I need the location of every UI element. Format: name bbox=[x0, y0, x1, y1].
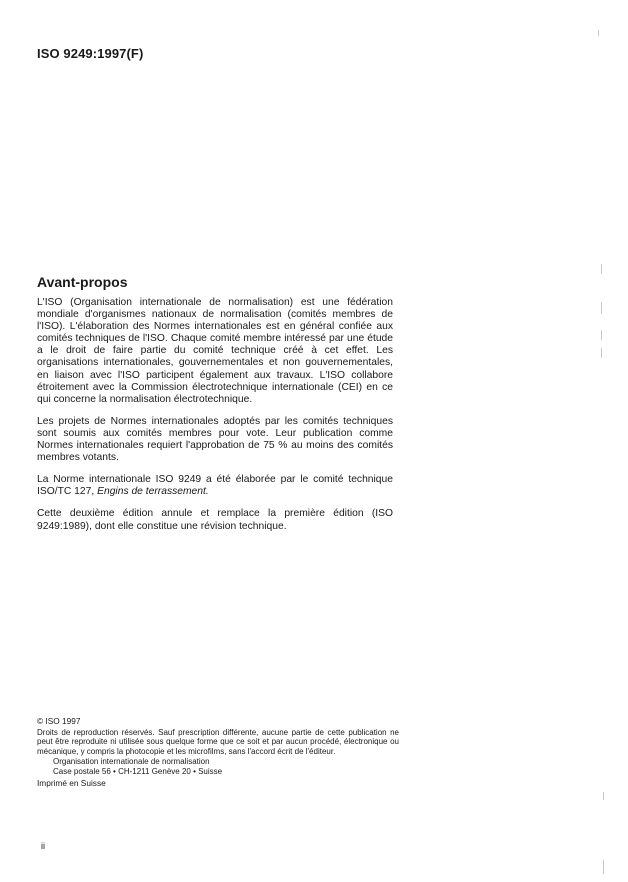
scan-mark bbox=[601, 348, 602, 358]
scan-mark bbox=[603, 792, 604, 800]
scan-mark bbox=[598, 30, 599, 36]
copyright-notice: © ISO 1997 bbox=[37, 716, 81, 726]
section-title: Avant-propos bbox=[37, 274, 128, 290]
document-code: ISO 9249:1997(F) bbox=[37, 46, 144, 61]
scan-mark bbox=[601, 264, 602, 274]
scan-mark bbox=[601, 330, 602, 340]
paragraph-edition: Cette deuxième édition annule et remplace la première édition (ISO 9249:1989), dont elle constitue une révision technique. bbox=[37, 508, 393, 532]
paragraph-voting: Les projets de Normes internationales adoptés par les comités techniques sont soumis aux comités membres pour vote. Leur publication comme Normes internationales requiert l'approbation de 75 % au moins des comités membres votants. bbox=[37, 415, 393, 464]
foreword-body bbox=[37, 297, 393, 533]
printed-in: Imprimé en Suisse bbox=[37, 777, 106, 788]
committee-text: La Norme internationale ISO 9249 a été élaborée par le comité technique ISO/TC 127, bbox=[37, 474, 393, 498]
committee-title: Engins de terrassement. bbox=[97, 486, 209, 498]
org-address-block bbox=[37, 757, 399, 776]
scan-mark bbox=[601, 302, 602, 314]
copyright-footer bbox=[37, 717, 399, 788]
paragraph-committee bbox=[37, 474, 393, 498]
paragraph-iso-description: L'ISO (Organisation internationale de normalisation) est une fédération mondiale d'organismes nationaux de normalisation (comités membres de l'ISO). L'élaboration des Normes internationales est en général confiée aux comités techniques de l'ISO. Chaque comité membre intéressé par une étude a le droit de faire partie du comité technique créé à cet effet. Les organisations internationales, gouvernementales et non gouvernementales, en liaison avec l'ISO participent également aux travaux. L'ISO collabore étroitement avec la Commission électrotechnique internationale (CEI) en ce qui concerne la normalisation électrotechnique. bbox=[37, 297, 393, 405]
org-name: Organisation internationale de normalisation bbox=[53, 757, 210, 767]
rights-statement: Droits de reproduction réservés. Sauf prescription différente, aucune partie de cette publication ne peut être reproduite ni utilisée sous quelque forme que ce soit et par aucun procédé, électronique ou mécanique, y compris la photocopie et les microfilms, sans l'accord écrit de l'éditeur. bbox=[37, 727, 399, 756]
page-number: ii bbox=[41, 841, 45, 851]
org-address: Case postale 56 • CH-1211 Genève 20 • Suisse bbox=[53, 766, 223, 776]
scan-mark bbox=[603, 860, 604, 874]
